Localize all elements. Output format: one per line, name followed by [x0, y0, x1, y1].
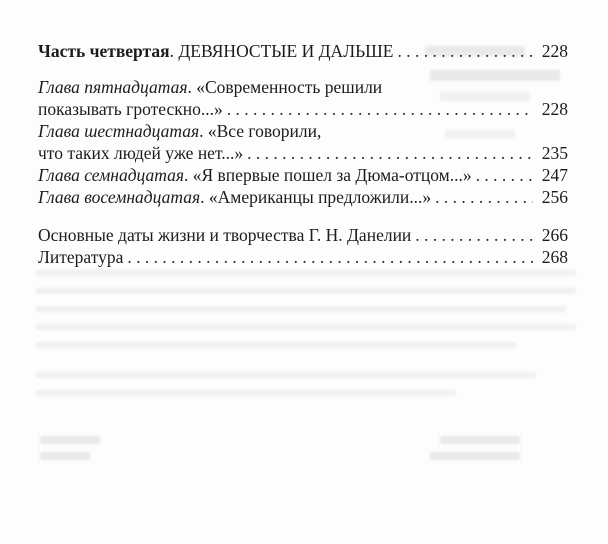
show-through-mark: [36, 324, 576, 330]
appendix-title: Литература: [38, 247, 124, 267]
dot-leader: [435, 186, 533, 208]
page-number: 268: [541, 247, 568, 267]
toc-line: [38, 224, 568, 246]
toc-line: [38, 98, 568, 120]
page-number: 247: [541, 165, 568, 185]
show-through-mark: [36, 372, 536, 378]
toc-entry-text: [38, 76, 382, 98]
spacer: [38, 208, 568, 224]
toc-entry-text: [38, 164, 472, 186]
page-number: 256: [541, 187, 568, 207]
chapter-title: . «Американцы предложили...»: [200, 187, 432, 207]
chapter-title-line-1: . «Современность решили: [187, 77, 383, 97]
show-through-mark: [36, 342, 516, 348]
table-of-contents: [38, 40, 568, 268]
toc-entry-part-4[interactable]: [38, 40, 568, 62]
toc-entry-dates[interactable]: [38, 224, 568, 246]
toc-line: [38, 246, 568, 268]
show-through-mark: [36, 390, 456, 396]
part-label: Часть четвертая: [38, 41, 170, 61]
show-through-mark: [36, 306, 566, 312]
appendix-title: Основные даты жизни и творчества Г. Н. Данелии: [38, 225, 412, 245]
chapter-label: Глава семнадцатая: [38, 165, 184, 185]
chapter-title-line-1: . «Все говорили,: [199, 121, 322, 141]
toc-line: [38, 142, 568, 164]
show-through-mark: [40, 452, 90, 460]
part-title: . ДЕВЯНОСТЫЕ И ДАЛЬШЕ: [169, 41, 394, 61]
toc-line: [38, 186, 568, 208]
toc-line: [38, 120, 568, 142]
toc-entry-chapter-15[interactable]: [38, 76, 568, 120]
chapter-label: Глава пятнадцатая: [38, 77, 188, 97]
toc-entry-text: [38, 40, 393, 62]
chapter-label: Глава восемнадцатая: [38, 187, 201, 207]
toc-entry-text: [38, 186, 431, 208]
page-number: 228: [541, 41, 568, 61]
chapter-title: . «Я впервые пошел за Дюма-отцом...»: [184, 165, 472, 185]
spacer: [38, 62, 568, 76]
dot-leader: [227, 98, 533, 120]
show-through-mark: [36, 270, 576, 276]
toc-entry-literature[interactable]: [38, 246, 568, 268]
chapter-label: Глава шестнадцатая: [38, 121, 200, 141]
toc-line: [38, 40, 568, 62]
page-number: 266: [541, 225, 568, 245]
dot-leader: [127, 246, 533, 268]
page-number: 235: [541, 143, 568, 163]
page-number: 228: [541, 99, 568, 119]
toc-line: [38, 164, 568, 186]
dot-leader: [397, 40, 533, 62]
chapter-title-line-2: показывать гротескно...»: [38, 99, 223, 119]
toc-entry-chapter-17[interactable]: [38, 164, 568, 186]
dot-leader: [247, 142, 533, 164]
toc-entry-text: [38, 120, 321, 142]
toc-entry-chapter-18[interactable]: [38, 186, 568, 208]
show-through-mark: [40, 436, 100, 444]
chapter-title-line-2: что таких людей уже нет...»: [38, 143, 244, 163]
show-through-mark: [36, 288, 576, 294]
show-through-mark: [440, 436, 520, 444]
toc-entry-chapter-16[interactable]: [38, 120, 568, 164]
dot-leader: [415, 224, 533, 246]
show-through-mark: [430, 452, 520, 460]
toc-line: [38, 76, 568, 98]
dot-leader: [476, 164, 533, 186]
